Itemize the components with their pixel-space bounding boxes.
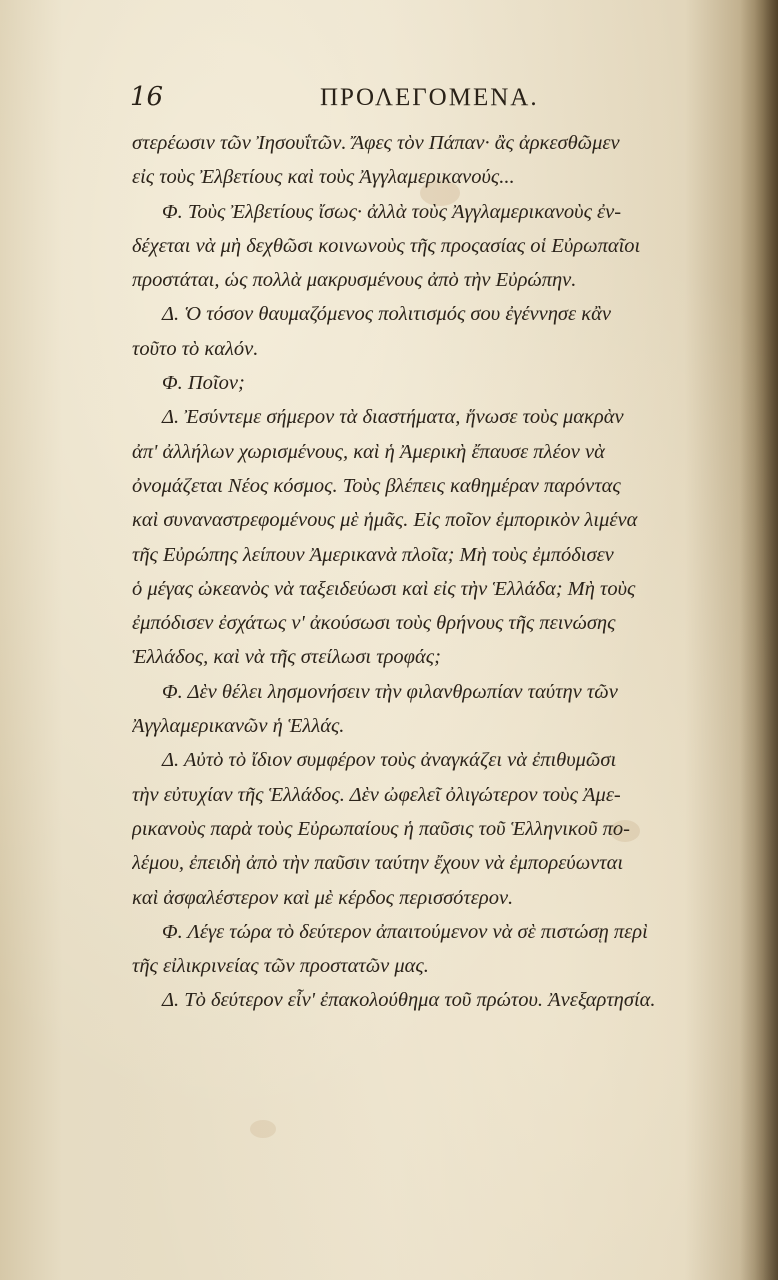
body-text [132, 126, 732, 1018]
text-line: Φ. Τοὺς Ἐλβετίους ἴσως· ἀλλὰ τοὺς Ἀγγλαμερικανοὺς ἐν- [162, 200, 622, 223]
text-line: δέχεται νὰ μὴ δεχθῶσι κοινωνοὺς τῆς προςασίας οἱ Εὐρωπαῖοι [132, 234, 641, 257]
text-line: τῆς εἰλικρινείας τῶν προστατῶν μας. [132, 955, 429, 978]
text-line: τὴν εὐτυχίαν τῆς Ἑλλάδος. Δὲν ὠφελεῖ ὀλιγώτερον τοὺς Ἀμε- [132, 783, 621, 806]
text-line: Φ. Ποῖον; [162, 372, 245, 395]
text-line: ἐμπόδισεν ἐσχάτως ν' ἀκούσωσι τοὺς θρήνους τῆς πεινώσης [132, 612, 616, 635]
text-line: Φ. Δὲν θέλει λησμονήσειν τὴν φιλανθρωπίαν ταύτην τῶν [162, 680, 618, 703]
text-line: Δ. Τὸ δεύτερον εἶν' ἐπακολούθημα τοῦ πρώτου. Ἀνεξαρτησία. [162, 989, 656, 1012]
text-line: λέμου, ἐπειδὴ ἀπὸ τὴν παῦσιν ταύτην ἔχουν νὰ ἐμπορεύωνται [132, 852, 624, 875]
text-line: ρικανοὺς παρὰ τοὺς Εὐρωπαίους ἡ παῦσις τοῦ Ἑλληνικοῦ πο- [132, 817, 630, 840]
text-line: τῆς Εὐρώπης λείπουν Ἀμερικανὰ πλοῖα; Μὴ τοὺς ἐμπόδισεν [132, 543, 614, 566]
text-line: Ἑλλάδος, καὶ νὰ τῆς στείλωσι τροφάς; [132, 646, 441, 669]
paper-stain [250, 1120, 276, 1138]
text-line: Δ. Ἐσύντεμε σήμερον τὰ διαστήματα, ἥνωσε τοὺς μακρὰν [162, 406, 624, 429]
text-line: Ἀγγλαμερικανῶν ἡ Ἑλλάς. [132, 715, 345, 738]
text-line: ὀνομάζεται Νέος κόσμος. Τοὺς βλέπεις καθημέραν παρόντας [132, 474, 621, 497]
text-line: στερέωσιν τῶν Ἰησουΐτῶν. Ἄφες τὸν Πάπαν· ἂς ἀρκεσθῶμεν [132, 132, 620, 154]
text-line: προστάται, ὡς πολλὰ μακρυσμένους ἀπὸ τὴν Εὐρώπην. [132, 269, 577, 292]
running-head: ΠΡΟΛΕΓΟΜΕΝΑ. [320, 84, 539, 111]
page-header [130, 80, 730, 120]
text-line: εἰς τοὺς Ἐλβετίους καὶ τοὺς Ἀγγλαμερικανούς... [132, 166, 515, 189]
page-edge-shadow [740, 0, 778, 1280]
text-line: Δ. Ὁ τόσον θαυμαζόμενος πολιτισμός σου ἐγέννησε κἂν [162, 303, 611, 326]
page-number: 16 [130, 82, 164, 112]
text-line: τοῦτο τὸ καλόν. [132, 337, 259, 360]
text-line: ἀπ' ἀλλήλων χωρισμένους, καὶ ἡ Ἀμερικὴ ἔπαυσε πλέον νὰ [132, 440, 605, 463]
text-line: Δ. Αὐτὸ τὸ ἴδιον συμφέρον τοὺς ἀναγκάζει νὰ ἐπιθυμῶσι [162, 749, 617, 772]
text-line: καὶ συναναστρεφομένους μὲ ἡμᾶς. Εἰς ποῖον ἐμπορικὸν λιμένα [132, 509, 638, 532]
text-line: Φ. Λέγε τώρα τὸ δεύτερον ἀπαιτούμενον νὰ σὲ πιστώσῃ περὶ [162, 920, 648, 943]
text-line: καὶ ἀσφαλέστερον καὶ μὲ κέρδος περισσότερον. [132, 886, 514, 909]
text-line: ὁ μέγας ὠκεανὸς νὰ ταξειδεύωσι καὶ εἰς τὴν Ἑλλάδα; Μὴ τοὺς [132, 577, 636, 600]
